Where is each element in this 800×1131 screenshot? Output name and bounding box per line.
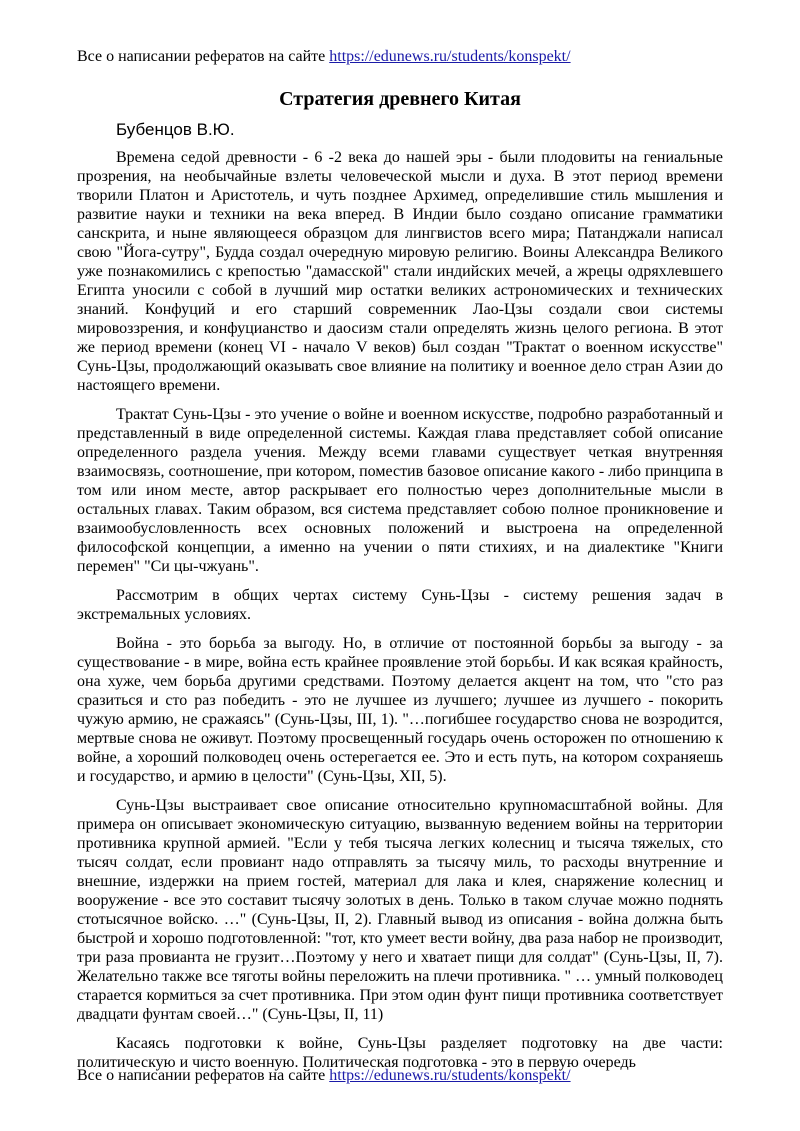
paragraph: Касаясь подготовки к войне, Сунь-Цзы разделяет подготовку на две части: политическую и чисто военную. Политическая подготовка - это в первую очередь <box>77 1035 723 1071</box>
footer-text: Все о написании рефератов на сайте <box>77 1067 330 1084</box>
paragraph: Времена седой древности - 6 -2 века до нашей эры - были плодовиты на гениальные прозрения, на необычайные взлеты человеческой мысли и духа. В этот период времени творили Платон и Аристотель, и чуть позднее Архимед, определившие стиль мышления и развитие науки и техники на века вперед. В Индии было создано описание грамматики санскрита, и ныне являющееся образцом для лингвистов всего мира; Патанджали написал свою "Йога-сутру", Будда создал очередную мировую религию. Воины Александра Великого уже познакомились с крепостью "дамасской" стали индийских мечей, а жрецы одряхлевшего Египта уносили с собой в лучший мир остатки великих астрономических и технических знаний. Конфуций и его старший современник Лао-Цзы создали свои системы мировоззрения, и конфуцианство и даосизм стали определять жизнь целого региона. В этот же период времени (конец VI - начало V веков) был создан "Трактат о военном искусстве" Сунь-Цзы, продолжающий оказывать свое влияние на политику и военное дело стран Азии до настоящего времени. <box>77 149 723 394</box>
page-header <box>77 47 571 67</box>
header-link[interactable]: https://edunews.ru/students/konspekt/ <box>329 48 571 65</box>
paragraph: Сунь-Цзы выстраивает свое описание относительно крупномасштабной войны. Для примера он описывает экономическую ситуацию, вызванную ведением войны на территории противника крупной армией. "Если у тебя тысяча легких колесниц и тысяча тяжелых, сто тысяч солдат, если провиант надо отправлять за тысячу миль, то расходы внутренние и внешние, издержки на прием гостей, материал для лака и клея, снаряжение колесниц и вооружение - все это составит тысячу золотых в день. Только в таком случае можно поднять стотысячное войско. …" (Сунь-Цзы, II, 2). Главный вывод из описания - война должна быть быстрой и хорошо подготовленной: "тот, кто умеет вести войну, два раза набор не производит, три раза провианта не грузит…Поэтому у него и хватает пищи для солдат" (Сунь-Цзы, II, 7). Желательно также все тяготы войны переложить на плечи противника. " … умный полководец старается кормиться за счет противника. При этом один фунт пищи противника соответствует двадцати фунтам своей…" (Сунь-Цзы, II, 11) <box>77 797 723 1023</box>
footer-link[interactable]: https://edunews.ru/students/konspekt/ <box>329 1067 571 1084</box>
paragraph: Рассмотрим в общих чертах систему Сунь-Цзы - систему решения задач в экстремальных условиях. <box>77 587 723 623</box>
paragraph: Война - это борьба за выгоду. Но, в отличие от постоянной борьбы за выгоду - за существование - в мире, война есть крайнее проявление этой борьбы. И как всякая крайность, она хуже, чем борьба другими средствами. Поэтому делается акцент на том, что "сто раз сразиться и сто раз победить - это не лучшее из лучшего; лучшее из лучшего - покорить чужую армию, не сражаясь" (Сунь-Цзы, III, 1). "…погибшее государство снова не возродится, мертвые снова не оживут. Поэтому просвещенный государь очень осторожен по отношению к войне, а хороший полководец очень остерегается ее. Это и есть путь, на котором сохраняешь и государство, и армию в целости" (Сунь-Цзы, XII, 5). <box>77 635 723 785</box>
document-title: Стратегия древнего Китая <box>279 88 521 110</box>
header-text: Все о написании рефератов на сайте <box>77 48 330 65</box>
page-footer <box>77 1066 571 1086</box>
document-body <box>77 86 723 1082</box>
document-author: Бубенцов В.Ю. <box>116 120 235 139</box>
paragraph: Трактат Сунь-Цзы - это учение о войне и военном искусстве, подробно разработанный и представленный в виде определенной системы. Каждая глава представляет собой описание определенного раздела учения. Между всеми главами существует четкая внутренняя взаимосвязь, соотношение, при котором, поместив базовое описание какого - либо принципа в том или ином месте, автор раскрывает его полностью через дополнительные мысли в остальных главах. Таким образом, вся система представляет собою полное проникновение и взаимообусловленность всех основных положений и выстроена на определенной философской концепции, а именно на учении о пяти стихиях, и на диалектике "Книги перемен" "Си цы-чжуань". <box>77 406 723 575</box>
